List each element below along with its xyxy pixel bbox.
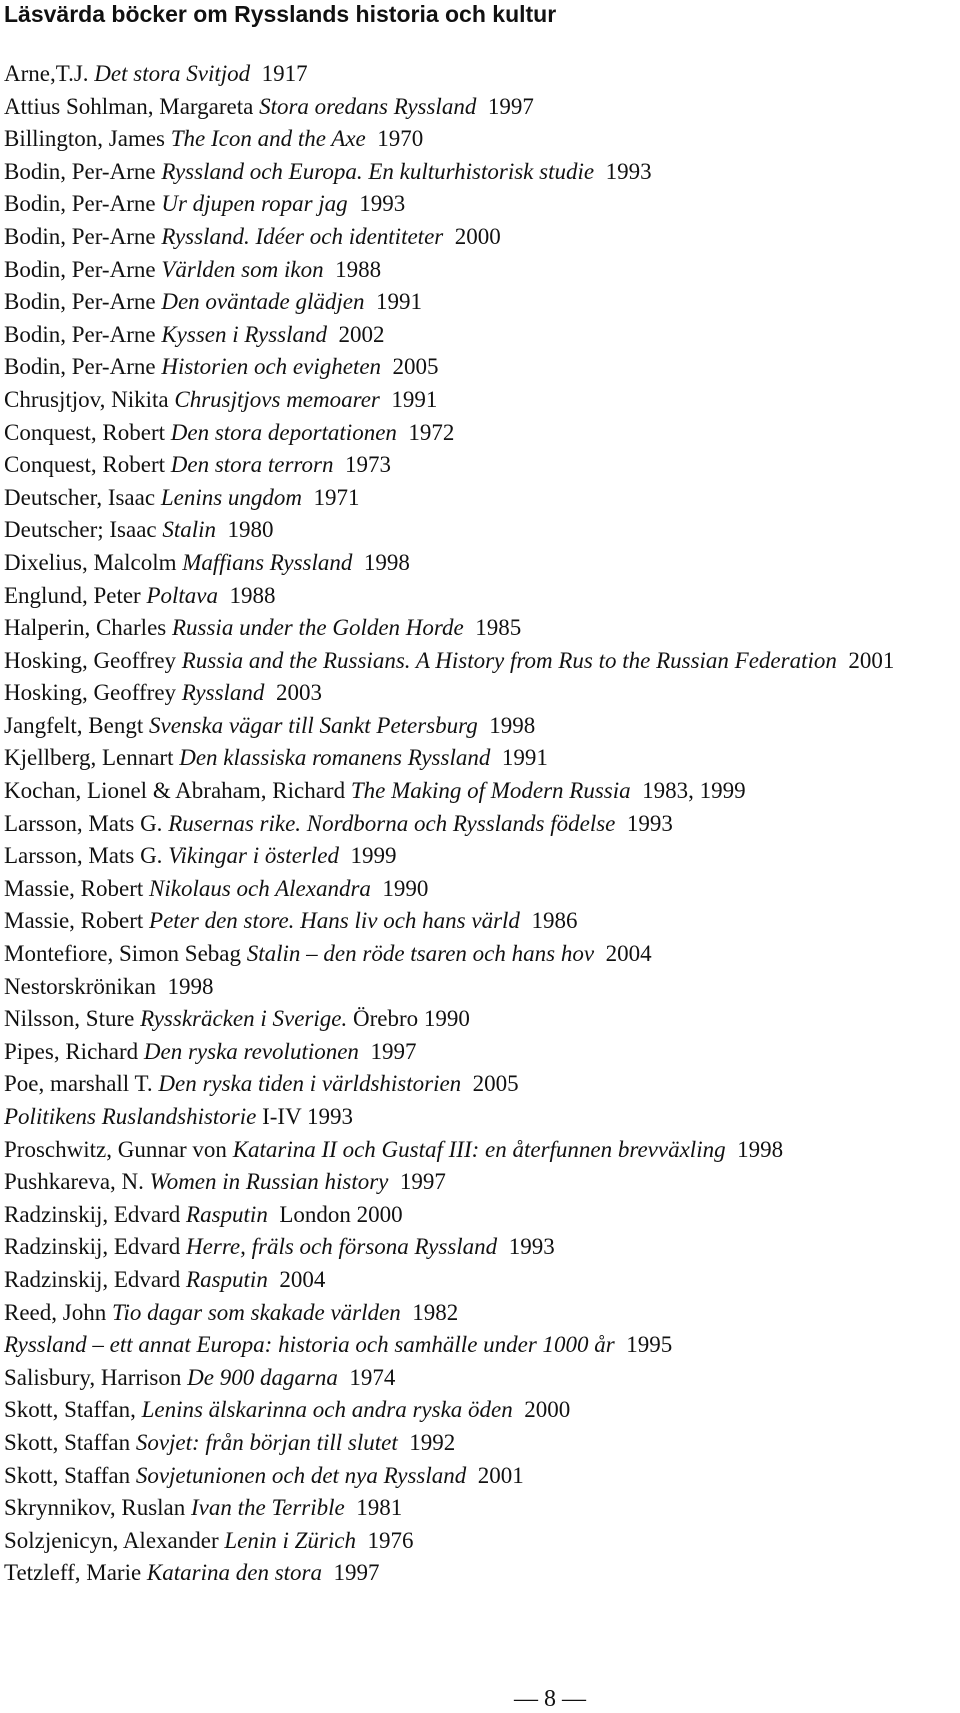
- book-year: 1986: [519, 908, 578, 934]
- book-entry: [4, 1231, 954, 1264]
- book-author: Bodin, Per-Arne: [4, 223, 162, 249]
- page-number: — 8 —: [514, 1686, 586, 1712]
- book-year: 1995: [614, 1332, 673, 1358]
- book-author: Conquest, Robert: [4, 419, 171, 445]
- book-year: 2001: [466, 1462, 524, 1488]
- book-entry: [4, 1297, 954, 1330]
- book-title: Ivan the Terrible: [191, 1495, 345, 1521]
- book-title: Peter den store. Hans liv och hans värld: [149, 908, 520, 934]
- book-author: Englund, Peter: [4, 582, 147, 608]
- book-entry: [4, 1166, 954, 1199]
- book-author: Halperin, Charles: [4, 615, 172, 641]
- book-list: [4, 58, 954, 1590]
- book-entry: [4, 1460, 954, 1493]
- book-entry: [4, 677, 954, 710]
- book-entry: [4, 1199, 954, 1232]
- book-title: Russia under the Golden Horde: [171, 615, 464, 641]
- book-title: Lenins älskarinna och andra ryska öden: [141, 1397, 513, 1423]
- book-author: Skott, Staffan: [4, 1429, 136, 1455]
- book-author: Poe, marshall T.: [4, 1071, 159, 1097]
- book-title: The Icon and the Axe: [170, 126, 366, 152]
- book-year: 1988: [218, 582, 276, 608]
- book-title: Kyssen i Ryssland: [161, 321, 328, 347]
- book-title: Nikolaus och Alexandra: [149, 875, 371, 901]
- book-author: Arne,T.J.: [4, 61, 95, 86]
- book-entry: [4, 254, 954, 287]
- book-entry: [4, 286, 954, 319]
- book-entry: [4, 971, 954, 1004]
- book-author: Larsson, Mats G.: [4, 810, 169, 836]
- book-title: Women in Russian history: [149, 1169, 389, 1195]
- book-title: Ur djupen ropar jag: [161, 191, 348, 217]
- book-entry: [4, 417, 954, 450]
- book-entry: [4, 612, 954, 645]
- book-year: 2005: [461, 1071, 519, 1097]
- book-year: 1991: [490, 745, 548, 771]
- book-entry: [4, 1134, 954, 1167]
- book-author: Solzjenicyn, Alexander: [4, 1527, 225, 1553]
- book-entry: [4, 710, 954, 743]
- book-author: Bodin, Per-Arne: [4, 256, 162, 282]
- book-year: 1992: [397, 1429, 456, 1455]
- book-title: Lenin i Zürich: [224, 1527, 356, 1553]
- book-entry: [4, 808, 954, 841]
- book-entry: [4, 1427, 954, 1460]
- book-year: 1998: [352, 549, 410, 575]
- book-title: Den klassiska romanens Ryssland: [179, 745, 491, 771]
- book-title: Den ryska tiden i världshistorien: [158, 1071, 462, 1097]
- book-year: 1982: [400, 1299, 459, 1325]
- book-author: Bodin, Per-Arne: [4, 191, 162, 217]
- book-year: London 2000: [267, 1201, 403, 1227]
- book-title: Lenins ungdom: [160, 484, 303, 510]
- book-year: 1993: [615, 810, 673, 836]
- book-entry: [4, 1068, 954, 1101]
- book-author: Billington, James: [4, 126, 171, 152]
- book-year: 1998: [725, 1136, 784, 1162]
- book-title: Katarina den stora: [146, 1560, 322, 1586]
- book-author: Kochan, Lionel & Abraham, Richard: [4, 778, 351, 804]
- book-author: Conquest, Robert: [4, 452, 171, 478]
- book-title: Chrusjtjovs memoarer: [174, 386, 380, 412]
- book-author: Radzinskij, Edvard: [4, 1266, 187, 1292]
- book-title: Sovjet: från början till slutet: [135, 1429, 398, 1455]
- book-entry: [4, 873, 954, 906]
- book-author: Pushkareva, N.: [4, 1169, 150, 1195]
- book-title: Ryssland. Idéer och identiteter: [161, 223, 444, 249]
- book-year: 1999: [338, 843, 397, 869]
- book-year: 1981: [344, 1495, 403, 1521]
- book-author: Skrynnikov, Ruslan: [4, 1495, 191, 1521]
- book-year: 2004: [594, 941, 652, 967]
- book-entry: [4, 1101, 954, 1134]
- book-author: Bodin, Per-Arne: [4, 289, 162, 315]
- book-author: Larsson, Mats G.: [4, 843, 169, 869]
- book-title: Poltava: [146, 582, 218, 608]
- book-author: Deutscher; Isaac: [4, 517, 163, 543]
- book-title: Katarina II och Gustaf III: en återfunnen brevväxling: [232, 1136, 726, 1162]
- book-entry: [4, 1394, 954, 1427]
- book-author: Bodin, Per-Arne: [4, 321, 162, 347]
- book-author: Massie, Robert: [4, 908, 150, 934]
- book-year: 1991: [379, 386, 438, 412]
- book-title: The Making of Modern Russia: [350, 778, 631, 804]
- book-title: Den ryska revolutionen: [143, 1038, 359, 1064]
- book-title: De 900 dagarna: [187, 1364, 338, 1390]
- book-year: I-IV 1993: [256, 1104, 354, 1129]
- book-year: 2001: [836, 647, 895, 673]
- book-title: Världen som ikon: [161, 256, 324, 282]
- book-author: Skott, Staffan: [4, 1462, 136, 1488]
- book-year: 1997: [322, 1560, 380, 1586]
- book-entry: [4, 449, 954, 482]
- book-author: Tetzleff, Marie: [4, 1560, 147, 1586]
- book-title: Stora oredans Ryssland: [259, 93, 477, 119]
- book-year: 1998: [477, 712, 536, 738]
- book-year: 1993: [347, 191, 406, 217]
- book-author: Pipes, Richard: [4, 1038, 144, 1064]
- book-title: Historien och evigheten: [161, 354, 382, 380]
- book-title: Den oväntade glädjen: [161, 289, 365, 315]
- book-year: 1983, 1999: [630, 778, 746, 804]
- book-entry: [4, 580, 954, 613]
- book-entry: [4, 384, 954, 417]
- book-year: 1993: [497, 1234, 555, 1260]
- book-title: Rusernas rike. Nordborna och Rysslands födelse: [168, 810, 616, 836]
- book-year: 2003: [264, 680, 322, 706]
- book-author: Chrusjtjov, Nikita: [4, 386, 175, 412]
- book-year: 1997: [358, 1038, 417, 1064]
- book-author: Deutscher, Isaac: [4, 484, 161, 510]
- book-author: Bodin, Per-Arne: [4, 354, 162, 380]
- book-entry: [4, 1329, 954, 1362]
- book-year: 1988: [323, 256, 382, 282]
- book-entry: [4, 840, 954, 873]
- book-entry: [4, 1036, 954, 1069]
- book-year: 1972: [396, 419, 455, 445]
- book-title: Stalin – den röde tsaren och hans hov: [246, 941, 595, 967]
- book-author: Dixelius, Malcolm: [4, 549, 183, 575]
- book-author: Bodin, Per-Arne: [4, 158, 162, 184]
- book-title: Sovjetunionen och det nya Ryssland: [135, 1462, 467, 1488]
- book-year: 1917: [250, 61, 308, 86]
- book-author: Attius Sohlman, Margareta: [4, 93, 260, 119]
- book-entry: [4, 1525, 954, 1558]
- book-year: 2004: [267, 1266, 326, 1292]
- book-entry: [4, 742, 954, 775]
- book-title: Vikingar i österled: [168, 843, 339, 869]
- book-title: Den stora terrorn: [170, 452, 334, 478]
- book-title: Politikens Ruslandshistorie: [4, 1104, 257, 1129]
- book-year: 1970: [365, 126, 424, 152]
- book-author: Hosking, Geoffrey: [4, 647, 182, 673]
- book-entry: [4, 938, 954, 971]
- book-title: Ryssland – ett annat Europa: historia och samhälle under 1000 år: [4, 1332, 615, 1358]
- book-year: 1973: [333, 452, 391, 478]
- book-entry: [4, 514, 954, 547]
- book-year: 1997: [476, 93, 534, 119]
- book-author: Salisbury, Harrison: [4, 1364, 188, 1390]
- book-entry: [4, 1362, 954, 1395]
- book-year: 1990: [370, 875, 429, 901]
- book-entry: [4, 351, 954, 384]
- book-title: Svenska vägar till Sankt Petersburg: [149, 712, 478, 738]
- book-year: 2000: [443, 223, 501, 249]
- book-title: Det stora Svitjod: [94, 61, 251, 86]
- book-title: Ryssland och Europa. En kulturhistorisk studie: [161, 158, 595, 184]
- book-title: Ryssland: [181, 680, 265, 706]
- book-year: 2000: [512, 1397, 571, 1423]
- book-year: Örebro 1990: [347, 1006, 470, 1032]
- book-entry: [4, 1492, 954, 1525]
- book-year: 1997: [388, 1169, 446, 1195]
- book-title: Russia and the Russians. A History from Rus to the Russian Federation: [181, 647, 837, 673]
- book-entry: [4, 547, 954, 580]
- book-author: Kjellberg, Lennart: [4, 745, 180, 771]
- book-entry: [4, 775, 954, 808]
- book-author: Montefiore, Simon Sebag: [4, 941, 247, 967]
- book-author: Skott, Staffan,: [4, 1397, 142, 1423]
- book-title: Rasputin: [186, 1201, 268, 1227]
- book-author: Radzinskij, Edvard: [4, 1234, 187, 1260]
- book-entry: [4, 188, 954, 221]
- book-year: 1980: [216, 517, 274, 543]
- book-author: Nilsson, Sture: [4, 1006, 141, 1032]
- book-entry: [4, 123, 954, 156]
- book-entry: [4, 156, 954, 189]
- book-author: Nestorskrönikan 1998: [4, 973, 214, 999]
- book-year: 1976: [355, 1527, 414, 1553]
- book-year: 1971: [302, 484, 360, 510]
- book-author: Proschwitz, Gunnar von: [4, 1136, 233, 1162]
- book-entry: [4, 482, 954, 515]
- page-number-footer: [0, 1686, 960, 1712]
- book-year: 2002: [327, 321, 385, 347]
- book-entry: [4, 1003, 954, 1036]
- book-title: Stalin: [162, 517, 217, 543]
- book-entry: [4, 319, 954, 352]
- book-title: Rysskräcken i Sverige.: [140, 1006, 348, 1032]
- book-title: Tio dagar som skakade världen: [111, 1299, 401, 1325]
- book-entry: [4, 91, 954, 124]
- book-title: Maffians Ryssland: [182, 549, 353, 575]
- book-author: Jangfelt, Bengt: [4, 712, 149, 738]
- book-year: 2005: [381, 354, 439, 380]
- book-year: 1974: [337, 1364, 396, 1390]
- book-entry: [4, 905, 954, 938]
- book-entry: [4, 58, 954, 91]
- book-author: Reed, John: [4, 1299, 112, 1325]
- book-year: 1985: [463, 615, 522, 641]
- book-entry: [4, 1557, 954, 1590]
- book-title: Rasputin: [186, 1266, 268, 1292]
- book-title: Herre, fräls och försona Ryssland: [186, 1234, 498, 1260]
- book-year: 1991: [364, 289, 422, 315]
- book-author: Massie, Robert: [4, 875, 150, 901]
- book-title: Den stora deportationen: [170, 419, 397, 445]
- book-entry: [4, 1264, 954, 1297]
- page-title: Läsvärda böcker om Rysslands historia och kultur: [4, 1, 557, 27]
- book-entry: [4, 221, 954, 254]
- book-author: Radzinskij, Edvard: [4, 1201, 187, 1227]
- book-year: 1993: [594, 158, 652, 184]
- book-author: Hosking, Geoffrey: [4, 680, 182, 706]
- book-entry: [4, 645, 954, 678]
